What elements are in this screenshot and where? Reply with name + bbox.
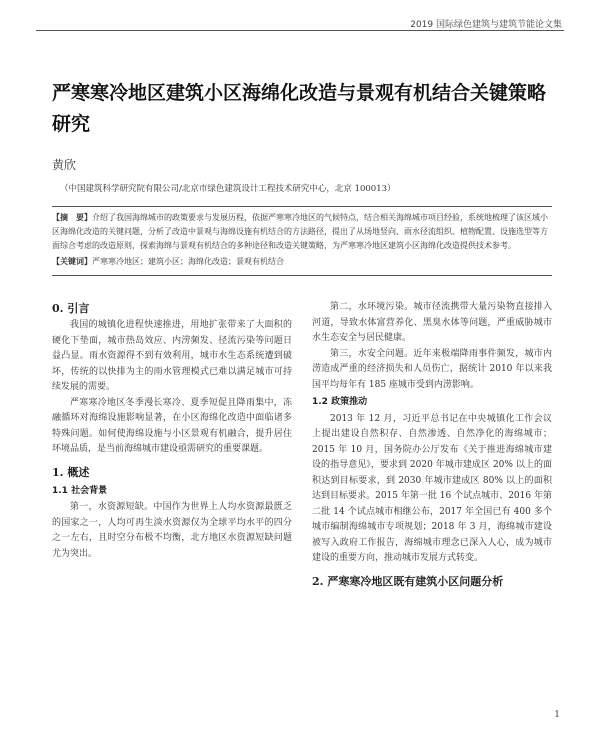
header-rule	[36, 30, 564, 31]
paragraph: 我国的城镇化进程快速推进，用地扩张带来了大面积的硬化下垫面，城市热岛效应、内涝频发、径流污染等问题日益凸显。雨水资源得不到有效利用，城市水生态系统遭到破坏，传统的以快排为主的雨水管理模式已难以满足城市可持续发展的需要。	[52, 320, 292, 392]
paragraph: 第三，水安全问题。近年来极端降雨事件频发，城市内涝造成严重的经济损失和人员伤亡，据统计 2010 年以来我国平均每年有 185 座城市受到内涝影响。	[312, 348, 552, 390]
paragraph: 第二，水环境污染。城市径流携带大量污染物直接排入河道，导致水体富营养化、黑臭水体等问题，严重威胁城市水生态安全与居民健康。	[312, 302, 552, 343]
paragraph: 2013 年 12 月，习近平总书记在中央城镇化工作会议上提出建设自然积存、自然渗透、自然净化的海绵城市；2015 年 10 月，国务院办公厅发布《关于推进海绵城市建设的指导意见》，要求到 2020 年城市建成区 20% 以上的面积达到目标要求，到 2030 年城市建成区 80% 以上的面积达到目标要求。2015 年第一批 16 个试点城市、2016 年第二批 14 个试点城市相继公布，2017 年全国已有 400 多个城市编制海绵城市专项规划；2018 年 3 月，海绵城市建设被写入政府工作报告，海绵城市理念已深入人心，成为城市建设的重要方向，推动城市发展方式转变。	[312, 413, 552, 563]
left-column	[52, 300, 292, 562]
page-number: 1	[554, 710, 560, 720]
subsection-heading-policy: 1.2 政策推动	[312, 397, 368, 407]
abstract-text: 介绍了我国海绵城市的政策要求与发展历程，依据严寒寒冷地区的气候特点，结合相关海绵城市项目经验，系统地梳理了该区域小区海绵化改造的关键问题，分析了改造中景观与海绵设施有机结合的方法路径，提出了从场地竖向、雨水径流组织、植物配置、设施选型等方面综合考虑的改造原则，探索海绵与景观有机结合的多种途径和改造关键策略，为严寒寒冷地区建筑小区海绵化改造提供技术参考。	[52, 213, 548, 250]
author-name: 黄欣	[52, 158, 77, 172]
keywords-text: 严寒寒冷地区；建筑小区；海绵化改造；景观有机结合	[92, 257, 284, 266]
section-heading-overview: 1. 概述	[52, 465, 90, 479]
paragraph: 第一，水资源短缺。中国作为世界上人均水资源最匮乏的国家之一，人均可再生淡水资源仅为全球平均水平的四分之一左右，且时空分布极不均衡，北方地区水资源短缺问题尤为突出。	[52, 502, 292, 559]
paper-title: 严寒寒冷地区建筑小区海绵化改造与景观有机结合关键策略研究	[52, 82, 547, 135]
abstract-label: 【摘 要】	[52, 213, 92, 222]
keywords-label: 【关键词】	[52, 257, 92, 266]
paragraph: 严寒寒冷地区冬季漫长寒冷、夏季短促且降雨集中，冻融循环对海绵设施影响显著，在小区海绵化改造中面临诸多特殊问题。如何使海绵设施与小区景观有机融合，提升居住环境品质，是当前海绵城市建设亟需研究的重要课题。	[52, 397, 292, 454]
section-heading-problem-analysis: 2. 严寒寒冷地区既有建筑小区问题分析	[312, 574, 504, 588]
section-heading-intro: 0. 引言	[52, 302, 90, 315]
subsection-heading-social-background: 1.1 社会背景	[52, 485, 108, 496]
keywords	[52, 255, 552, 269]
right-column	[312, 300, 552, 591]
abstract-block	[52, 206, 552, 276]
abstract	[52, 211, 552, 253]
running-header: 2019 国际绿色建筑与建筑节能论文集	[410, 20, 562, 30]
author-affiliation: （中国建筑科学研究院有限公司/北京市绿色建筑设计工程技术研究中心，北京 100013）	[60, 184, 396, 194]
